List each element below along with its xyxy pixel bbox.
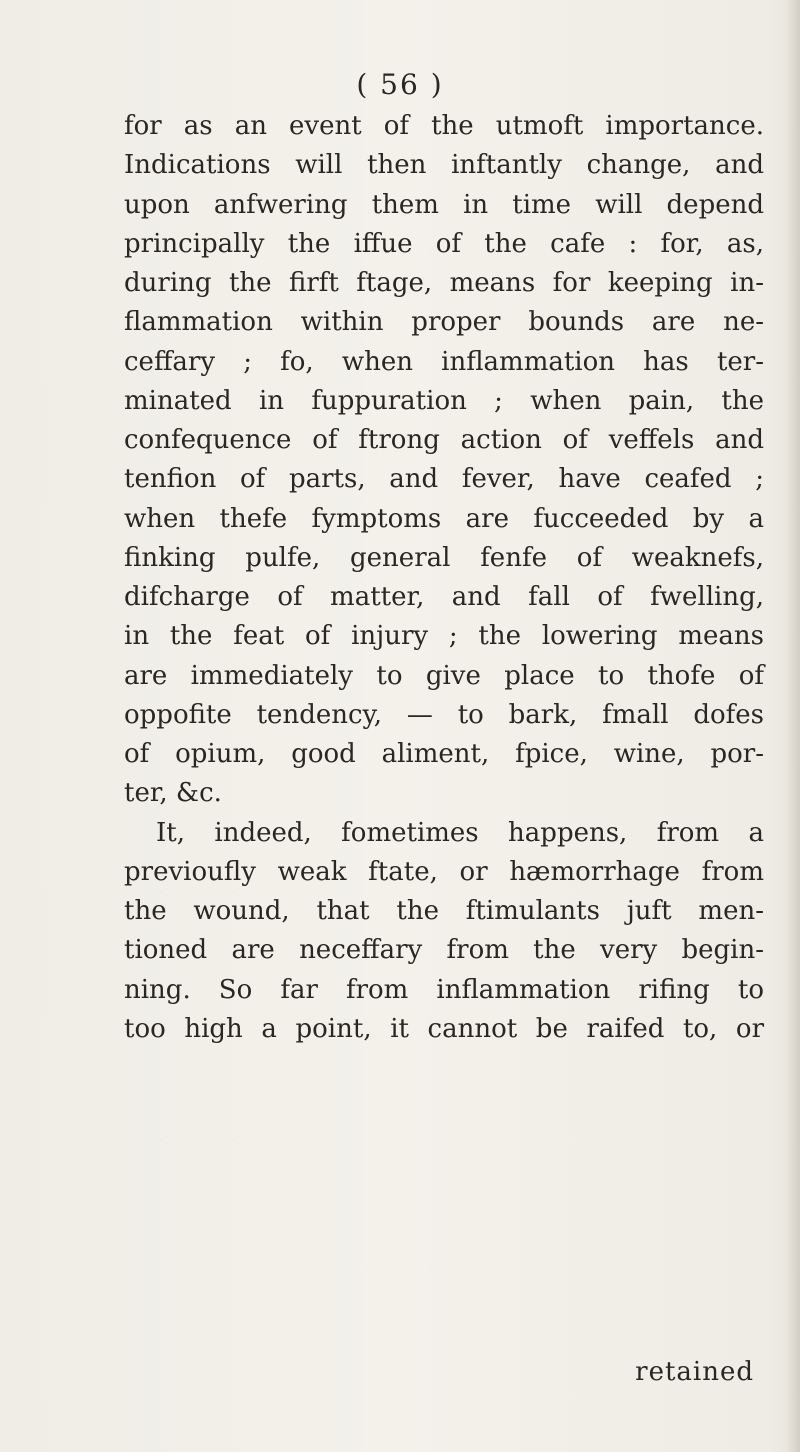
text-line: tioned are neceffary from the very begin- — [124, 935, 764, 966]
page-number: ( 56 ) — [356, 68, 444, 101]
text-line: flammation within proper bounds are ne- — [124, 307, 764, 338]
text-line: It, indeed, fometimes happens, from a — [156, 817, 764, 848]
text-line: the wound, that the ftimulants juft men- — [124, 896, 764, 926]
text-line: are immediately to give place to thofe of — [124, 660, 764, 691]
text-line: ter, &c. — [124, 778, 222, 809]
text-line: during the firft ftage, means for keeping in- — [124, 268, 764, 298]
text-line: upon anfwering them in time will depend — [124, 189, 764, 220]
text-line: finking pulfe, general fenfe of weaknefs, — [124, 542, 764, 573]
text-line: previoufly weak ftate, or hæmorrhage from — [124, 856, 764, 887]
text-line: oppofite tendency, — to bark, fmall dofes — [124, 699, 764, 730]
text-line: tenfion of parts, and fever, have ceafed ; — [124, 464, 764, 495]
text-line: for as an event of the utmoft importance. — [124, 111, 764, 141]
catchword: retained — [635, 1357, 754, 1387]
body-text — [124, 107, 764, 1049]
text-line: Indications will then inftantly change, and — [124, 150, 764, 181]
text-line: minated in fuppuration ; when pain, the — [124, 385, 764, 416]
page-edge-shadow — [786, 0, 800, 1452]
text-line: ning. So far from inflammation rifing to — [124, 974, 764, 1005]
text-line: too high a point, it cannot be raifed to, or — [124, 1013, 764, 1044]
text-line: principally the iffue of the cafe : for, as, — [124, 228, 764, 259]
text-line: confequence of ftrong action of veffels and — [124, 425, 764, 455]
text-line: in the feat of injury ; the lowering means — [124, 621, 764, 652]
text-line: difcharge of matter, and fall of fwelling, — [124, 582, 764, 612]
text-line: of opium, good aliment, fpice, wine, por- — [124, 739, 764, 769]
text-line: when thefe fymptoms are fucceeded by a — [124, 503, 764, 534]
text-line: ceffary ; fo, when inflammation has ter- — [124, 346, 764, 377]
